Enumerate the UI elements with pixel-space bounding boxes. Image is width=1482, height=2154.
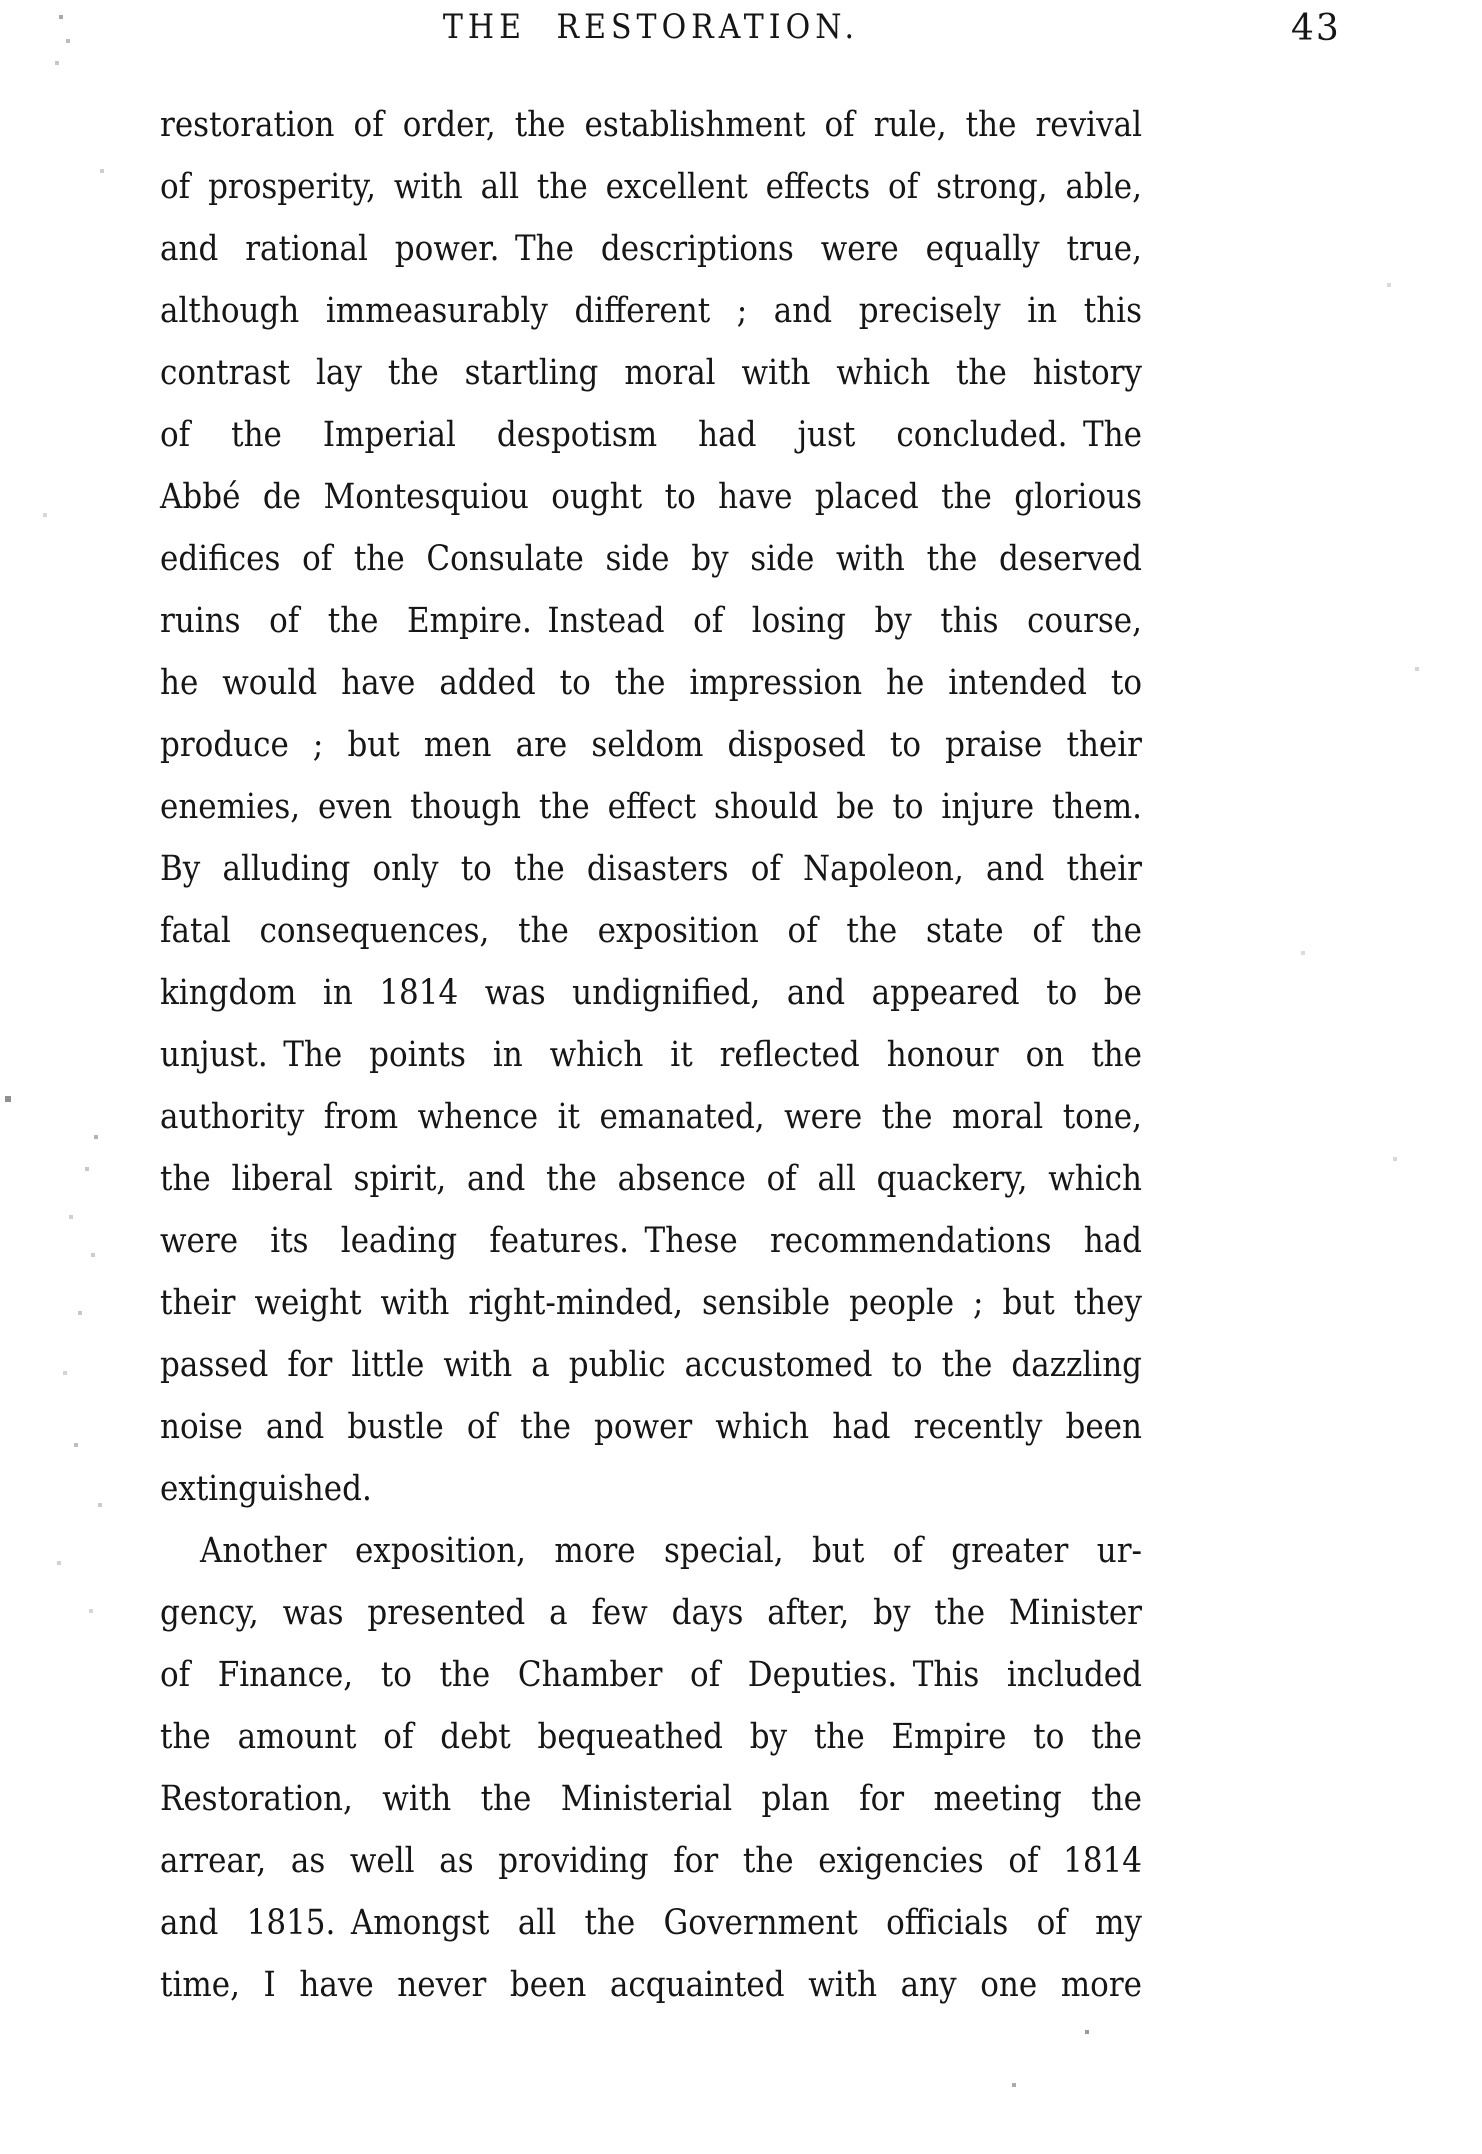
text-line: although immeasurably different ; and precisely in this — [160, 290, 1142, 332]
text-line: of prosperity, with all the excellent effects of strong, able, — [160, 166, 1142, 208]
text-line: restoration of order, the establishment of rule, the revival — [160, 104, 1142, 146]
text-line: edifices of the Consulate side by side with the deserved — [160, 538, 1142, 580]
text-line: Abbé de Montesquiou ought to have placed the glorious — [160, 476, 1142, 518]
text-line: the amount of debt bequeathed by the Empire to the — [160, 1716, 1142, 1758]
chapter-title: THE RESTORATION. — [442, 7, 860, 48]
text-line: unjust. The points in which it reflected honour on the — [160, 1034, 1142, 1076]
scan-artifacts — [0, 0, 2, 2]
text-line: arrear, as well as providing for the exigencies of 1814 — [160, 1840, 1142, 1882]
text-line: kingdom in 1814 was undignified, and appeared to be — [160, 972, 1142, 1014]
text-line: noise and bustle of the power which had recently been — [160, 1406, 1142, 1448]
text-line: of the Imperial despotism had just concluded. The — [160, 414, 1142, 456]
text-line: extinguished. — [160, 1468, 372, 1510]
page-number: 43 — [1291, 8, 1341, 49]
text-line: enemies, even though the effect should be to injure them. — [160, 786, 1142, 828]
text-line: gency, was presented a few days after, by the Minister — [160, 1592, 1142, 1634]
page-body — [160, 94, 1142, 2016]
text-line: were its leading features. These recommendations had — [160, 1220, 1142, 1262]
text-line: passed for little with a public accustomed to the dazzling — [160, 1344, 1142, 1386]
text-line: their weight with right-minded, sensible people ; but they — [160, 1282, 1142, 1324]
text-line: and 1815. Amongst all the Government officials of my — [160, 1902, 1142, 1944]
text-line: produce ; but men are seldom disposed to praise their — [160, 724, 1142, 766]
text-line: he would have added to the impression he intended to — [160, 662, 1142, 704]
text-line: of Finance, to the Chamber of Deputies. This included — [160, 1654, 1142, 1696]
text-line: contrast lay the startling moral with which the history — [160, 352, 1142, 394]
text-line: By alluding only to the disasters of Napoleon, and their — [160, 848, 1142, 890]
text-line: fatal consequences, the exposition of the state of the — [160, 910, 1142, 952]
text-line: Restoration, with the Ministerial plan for meeting the — [160, 1778, 1142, 1820]
text-line: the liberal spirit, and the absence of all quackery, which — [160, 1158, 1142, 1200]
running-header — [160, 7, 1142, 48]
text-line: ruins of the Empire. Instead of losing by this course, — [160, 600, 1142, 642]
text-line: time, I have never been acquainted with any one more — [160, 1964, 1142, 2006]
text-line: and rational power. The descriptions were equally true, — [160, 228, 1142, 270]
text-line: authority from whence it emanated, were the moral tone, — [160, 1096, 1142, 1138]
text-line: Another exposition, more special, but of greater ur- — [200, 1530, 1142, 1572]
